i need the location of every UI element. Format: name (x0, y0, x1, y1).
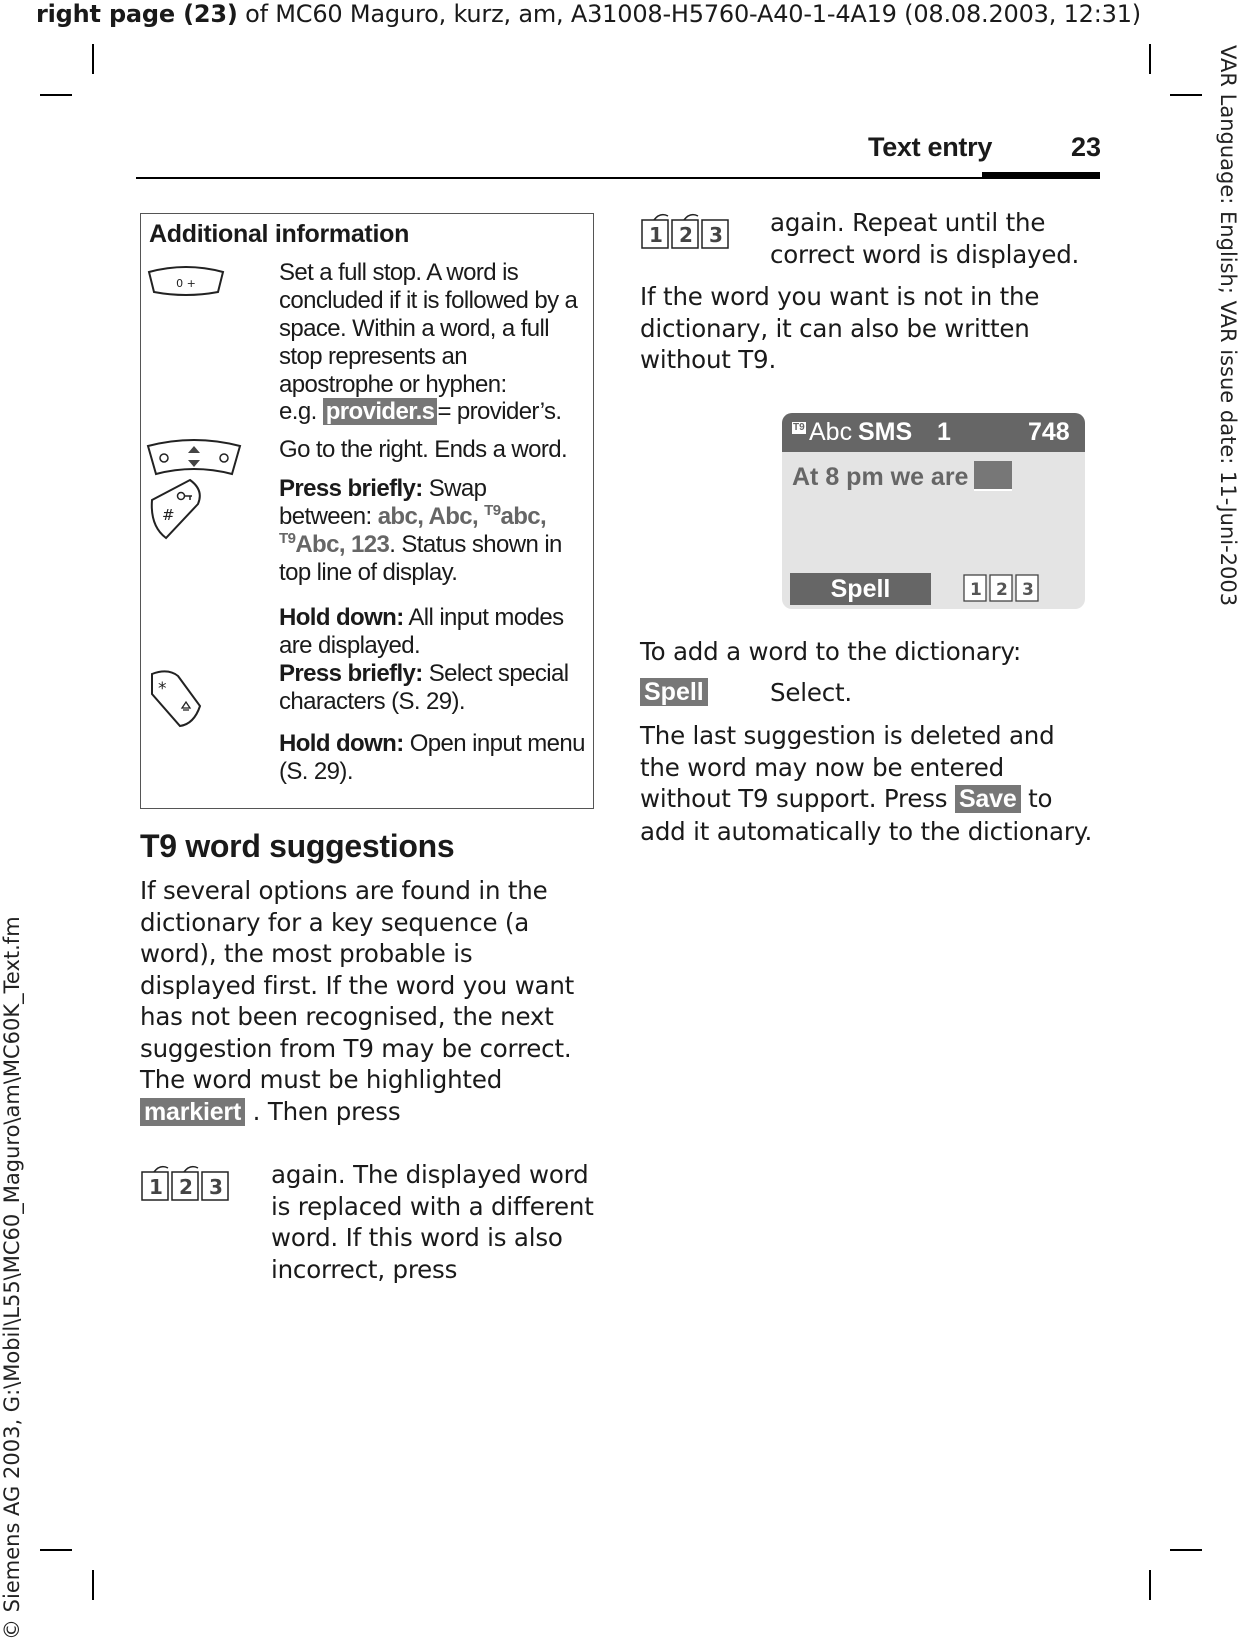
section-title: Text entry (868, 132, 993, 162)
svg-text:2: 2 (996, 580, 1008, 600)
svg-text:3: 3 (209, 1175, 223, 1199)
header-rule (136, 177, 1100, 179)
crop-mark (40, 1549, 72, 1551)
nav-key-text: Go to the right. Ends a word. (279, 436, 568, 463)
svg-text:1: 1 (649, 223, 663, 247)
crop-mark (92, 44, 94, 74)
t9-badge: T9 (793, 422, 805, 433)
star-key-brief: Press briefly: Select special characters (S. 29). (279, 660, 569, 715)
t9-heading: T9 word suggestions (140, 828, 455, 864)
side-text-right: VAR Language: English; VAR issue date: 11-Juni-2003 (1216, 45, 1240, 607)
t9-paragraph-1: If several options are found in the dictionary for a key sequence (a word), the most probable is displayed first. If the word you want has not been recognised, the next suggestion from T9 may be correct. (140, 876, 575, 1063)
display-keys-123-icon (962, 569, 1042, 605)
save-key-highlight: Save (955, 785, 1021, 813)
doc-ref: of MC60 Maguro, kurz, am, A31008-H5760-A40-1-4A19 (08.08.2003, 12:31) (237, 0, 1141, 28)
star-key-icon (146, 666, 206, 732)
zero-key-icon (146, 264, 226, 298)
repeat-text: again. Repeat until the correct word is displayed. (770, 208, 1080, 269)
header-tab (982, 172, 1100, 178)
last-suggestion-text: The last suggestion is deleted and the word may now be entered without T9 support. Press Save to add it automatically to the dictionary. (640, 721, 1093, 846)
svg-text:#: # (162, 506, 175, 524)
crop-mark (92, 1570, 94, 1600)
additional-info-box (140, 213, 594, 809)
hash-key-hold: Hold down: All input modes are displayed. (279, 604, 564, 659)
hash-key-brief: Press briefly: Swap between: abc, Abc, $^{T9}$abc, $^{T9}$Abc, 123. Status shown in top line of display. (279, 475, 562, 586)
full-stop-text: Set a full stop. A word is concluded if it is followed by a space. Within a word, a full stop represents an apostrophe or hyphen: (279, 259, 578, 398)
svg-text:3: 3 (1022, 580, 1034, 600)
example-highlight: provider.s (323, 398, 438, 425)
crop-mark (1170, 1549, 1202, 1551)
display-softkey-spell[interactable]: Spell (790, 573, 931, 605)
input-mode: Abc (809, 418, 853, 446)
t9-key-text: again. The displayed word is replaced with a different word. If this word is also incorrect, press (271, 1160, 594, 1284)
keys-123-icon-right (640, 212, 734, 252)
svg-text:*: * (158, 679, 167, 699)
svg-text:2: 2 (679, 223, 693, 247)
phone-display (782, 413, 1085, 609)
document-info-line (36, 0, 1206, 28)
crop-mark (1149, 1570, 1151, 1600)
keys-123-icon (140, 1164, 234, 1204)
add-word-text: To add a word to the dictionary: (640, 637, 1022, 666)
crop-mark (1149, 44, 1151, 74)
page-ref: right page (23) (36, 0, 238, 28)
crop-mark (40, 94, 72, 96)
svg-text:2: 2 (179, 1175, 193, 1199)
star-key-hold: Hold down: Open input menu (S. 29). (279, 730, 585, 785)
app-name: SMS (858, 418, 913, 446)
message-count: 1 (937, 418, 951, 446)
full-stop-example: e.g. provider.s = provider’s. (279, 398, 562, 425)
crop-mark (1170, 94, 1202, 96)
display-text-line: At 8 pm we are (792, 461, 1012, 492)
t9-paragraph-2: The word must be highlighted markiert . Then press (140, 1065, 503, 1126)
svg-text:1: 1 (149, 1175, 163, 1199)
not-in-dictionary-text: If the word you want is not in the dictionary, it can also be written without T9. (640, 282, 1040, 374)
display-status-bar (782, 413, 1085, 452)
side-text-left: © Siemens AG 2003, G:\Mobil\L55\MC60_Maguro\am\MC60K_Text.fm (0, 916, 24, 1640)
info-heading: Additional information (149, 220, 410, 248)
markiert-highlight: markiert (140, 1098, 245, 1126)
svg-text:0 +: 0 + (176, 277, 196, 290)
svg-text:3: 3 (709, 223, 723, 247)
spell-key-label: Spell (640, 678, 708, 707)
spell-select-text: Select. (770, 678, 852, 707)
svg-text:1: 1 (970, 580, 982, 600)
cursor-block (974, 461, 1012, 491)
page-number: 23 (1071, 132, 1102, 162)
chars-remaining: 748 (1028, 418, 1070, 446)
hash-key-icon (146, 476, 206, 542)
